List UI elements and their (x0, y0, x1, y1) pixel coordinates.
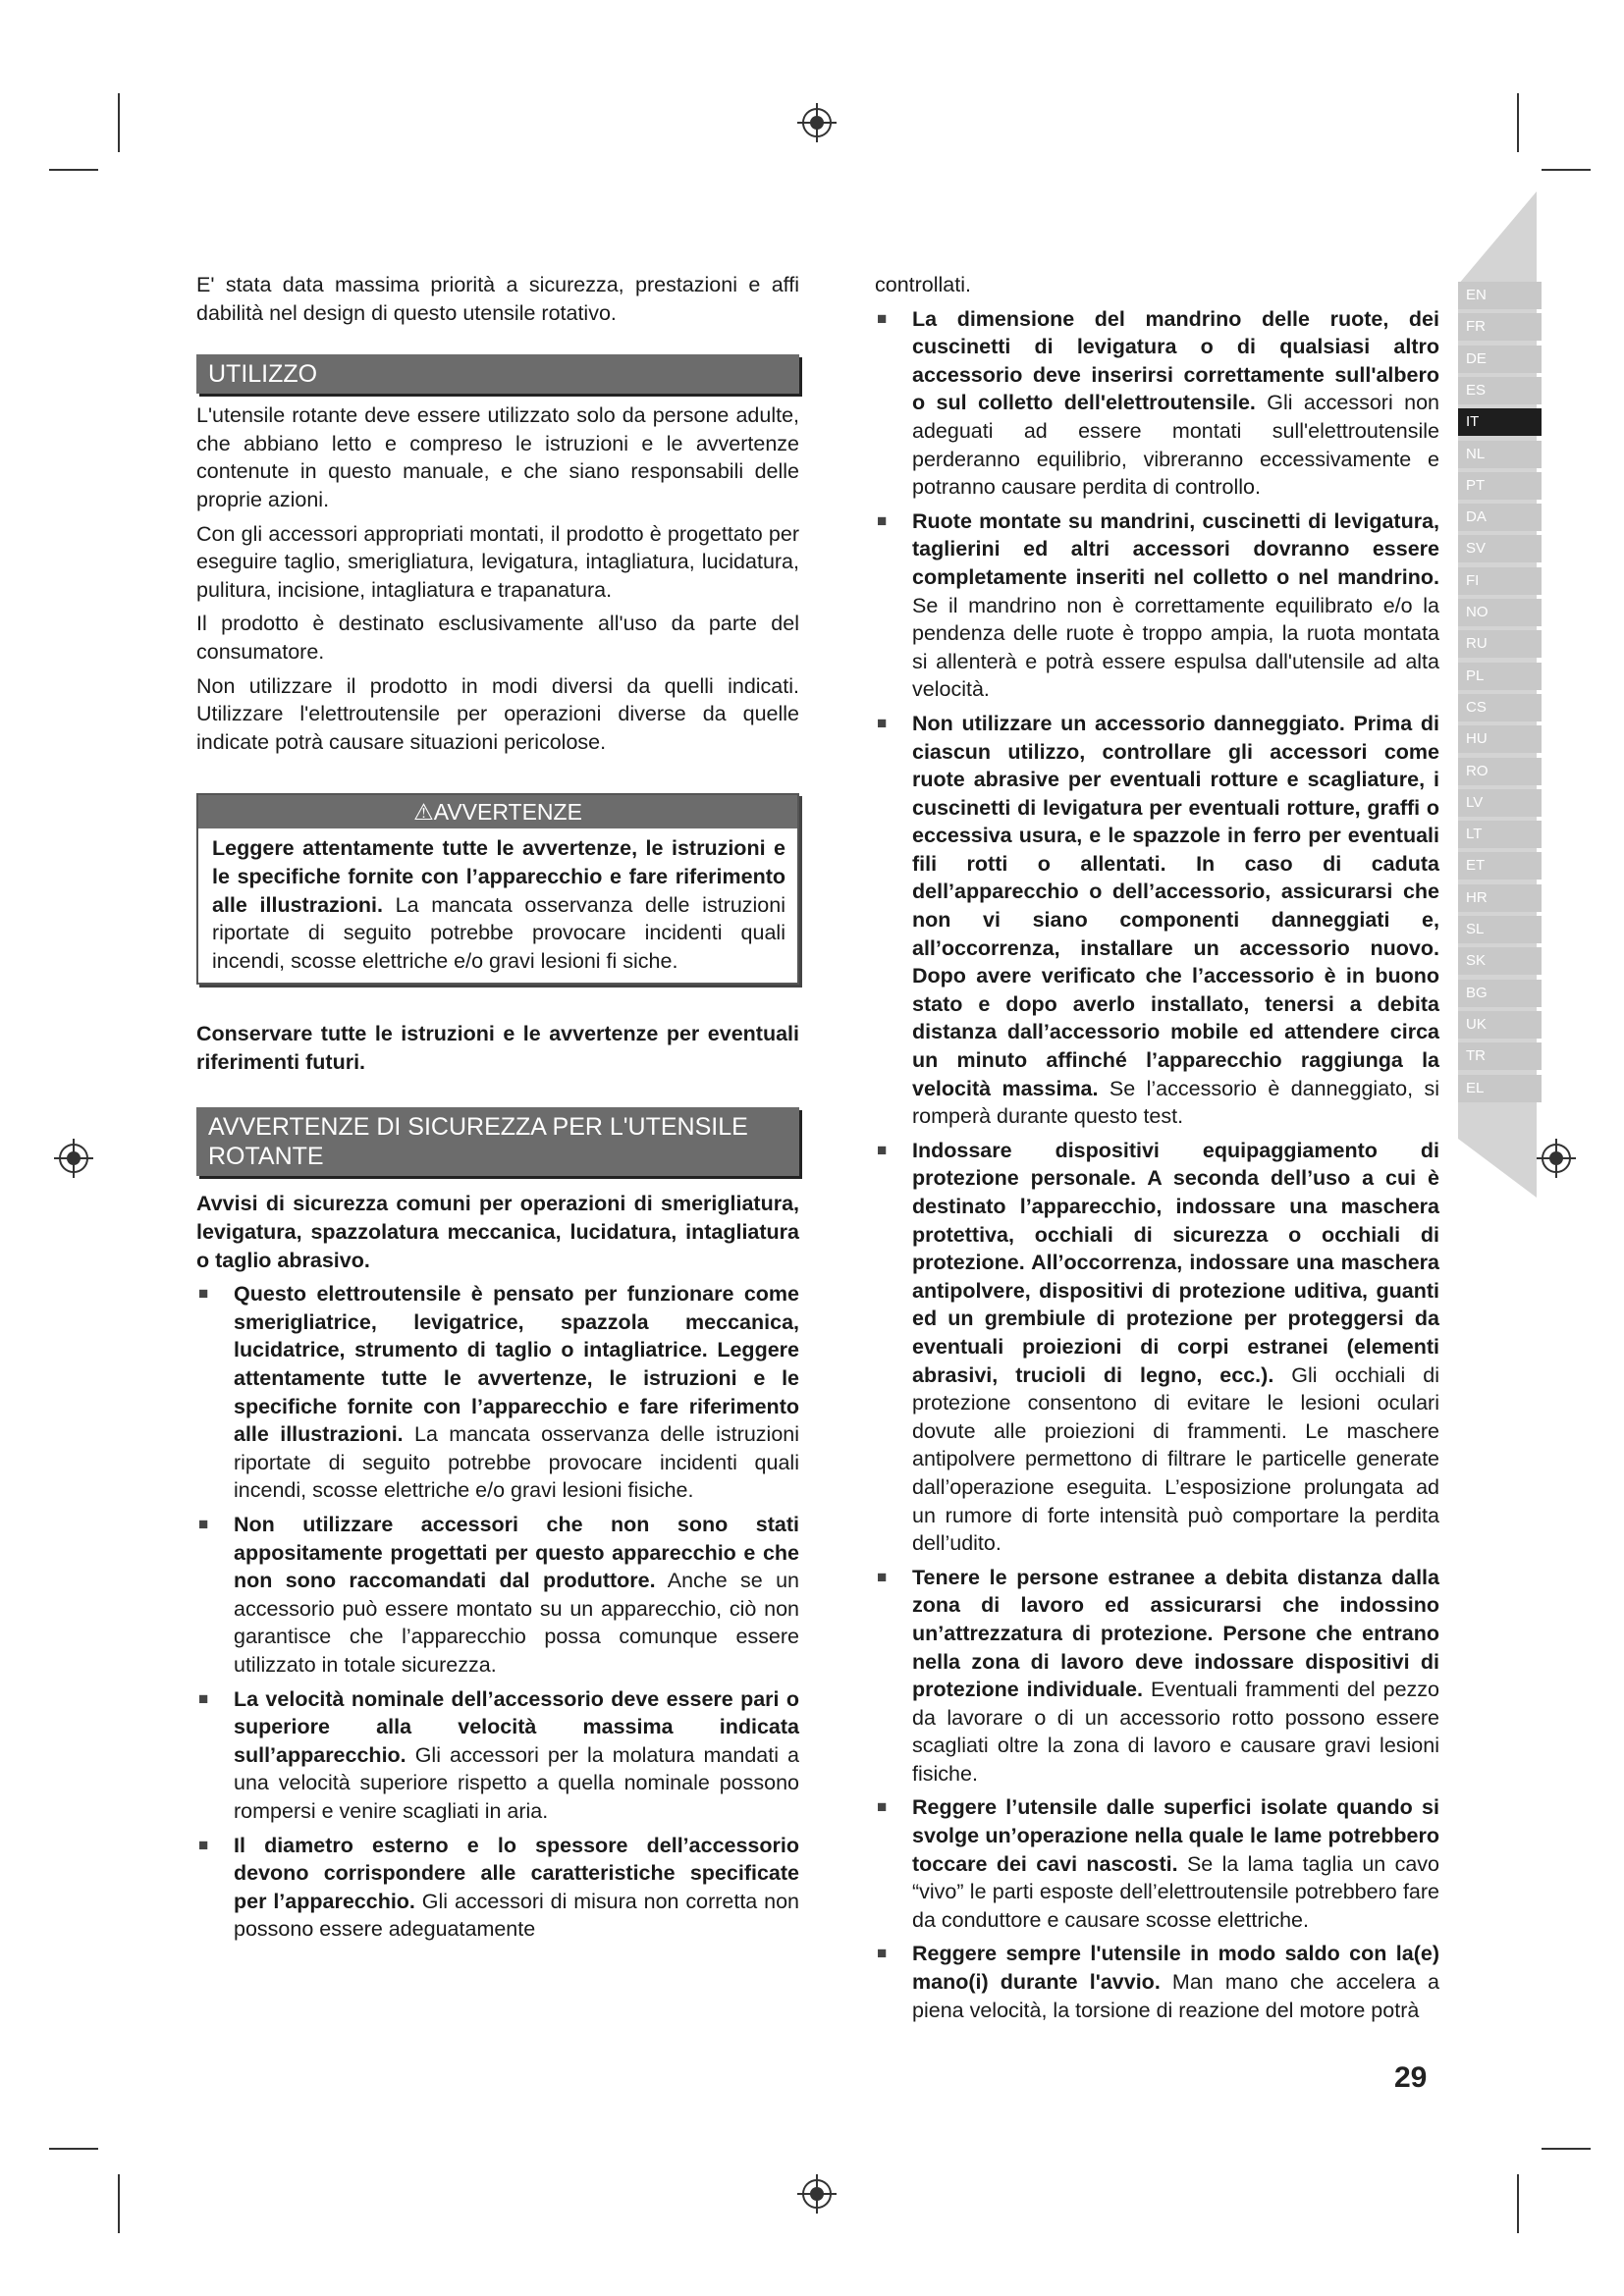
warning-title-bar (198, 795, 797, 828)
crop-mark-top-right-horizontal (1542, 169, 1591, 171)
bullet-item (196, 1685, 799, 1826)
language-tab-fi: FI (1458, 567, 1542, 595)
registration-mark-icon (1537, 1139, 1576, 1178)
bullet-item (875, 305, 1439, 502)
bullet-text: Gli accessori per la molatura mandati a una velocità superiore rispetto a quella nominale possono rompersi e venire scagliati in aria. (234, 1742, 799, 1823)
crop-mark-bottom-right-horizontal (1542, 2148, 1591, 2150)
bullet-bold-text: Ruote montate su mandrini, cuscinetti di levigatura, taglierini ed altri accessori dovranno essere completamente inseriti nel colletto o nel mandrino. (912, 508, 1439, 589)
left-column (196, 271, 799, 1949)
warning-text: La mancata osservanza delle istruzioni riportate di seguito potrebbe provocare incidenti quali incendi, scosse elettriche e/o gravi lesioni fi siche. (212, 892, 786, 973)
bullet-text: Se il mandrino non è correttamente equilibrato e/o la pendenza delle ruote è troppo ampia, la ruota montata si allenterà e potrà essere espulsa dall'utensile ad alta velocità. (912, 593, 1439, 702)
bullet-bold-text: Reggere l’utensile dalle superfici isolate quando si svolge un’operazione nella quale le lame potrebbero toccare dei cavi nascosti. (912, 1795, 1439, 1876)
square-bullet-icon: ■ (198, 1284, 209, 1304)
crop-mark-top-left-vertical (118, 93, 120, 152)
language-tab-en: EN (1458, 282, 1542, 309)
bullet-item (196, 1511, 799, 1680)
utilizzo-paragraph-4: Non utilizzare il prodotto in modi diversi da quelli indicati. Utilizzare l'elettroutensile per operazioni diverse da quelle indicate potrà causare situazioni pericolose. (196, 673, 799, 754)
language-tab-bg: BG (1458, 980, 1542, 1007)
bullet-text: Gli accessori non adeguati ad essere montati sull'elettroutensile perderanno equilibrio, vibreranno eccessivamente e potranno causare perdita di controllo. (912, 391, 1439, 500)
language-tab-uk: UK (1458, 1011, 1542, 1039)
bullet-text: Gli occhiali di protezione consentono di evitare le lesioni oculari dovute alle proiezioni di frammenti. Le maschere antipolvere permettono di filtrare le particelle generate dall’operazione eseguita. L’esposizione prolungata ad un rumore di forte intensità può comportare la perdita dell’udito. (912, 1362, 1439, 1556)
language-tab-ro: RO (1458, 758, 1542, 785)
utilizzo-paragraph-3: Il prodotto è destinato esclusivamente all'uso da parte del consumatore. (196, 612, 799, 664)
warning-box (196, 793, 799, 985)
safety-subheading: Avvisi di sicurezza comuni per operazioni di smerigliatura, levigatura, spazzolatura meccanica, lucidatura, intagliatura o taglio abrasivo. (196, 1192, 799, 1272)
page-number: 29 (1394, 2061, 1428, 2094)
language-tab-no: NO (1458, 599, 1542, 626)
bullet-item (875, 1564, 1439, 1789)
language-tab-fr: FR (1458, 313, 1542, 341)
bullet-item (875, 710, 1439, 1131)
language-tab-it: IT (1458, 408, 1542, 436)
language-tab-hu: HU (1458, 725, 1542, 753)
language-tab-es: ES (1458, 377, 1542, 404)
square-bullet-icon: ■ (198, 1688, 209, 1708)
continuation-text: controllati. (875, 273, 971, 296)
square-bullet-icon: ■ (877, 1944, 888, 1963)
right-column (875, 271, 1439, 2030)
language-tab-de: DE (1458, 346, 1542, 373)
bullet-item (875, 507, 1439, 704)
crop-mark-bottom-left-horizontal (49, 2148, 98, 2150)
bullet-text: Anche se un accessorio può essere montato su un apparecchio, ciò non garantisce che l’apparecchio possa comunque essere utilizzato in totale sicurezza. (234, 1569, 799, 1677)
crop-mark-bottom-left-vertical (118, 2174, 120, 2233)
language-tab-cs: CS (1458, 694, 1542, 721)
bullet-bold-text: Reggere sempre l'utensile in modo saldo con la(e) mano(i) durante l'avvio. (912, 1942, 1439, 1995)
utilizzo-paragraph-2: Con gli accessori appropriati montati, il prodotto è progettato per eseguire taglio, smerigliatura, levigatura, intagliatura, lucidatura, pulitura, incisione, intagliatura e trapanatura. (196, 521, 799, 602)
warning-title: AVVERTENZE (433, 799, 582, 826)
left-bullet-list (196, 1280, 799, 1944)
bullet-text: Man mano che accelera a piena velocità, la torsione di reazione del motore potrà (912, 1970, 1439, 2022)
square-bullet-icon: ■ (198, 1515, 209, 1533)
bullet-text: Eventuali frammenti del pezzo da lavorare o di un accessorio rotto possono essere scagliati oltre la zona di lavoro e causare gravi lesioni fisiche. (912, 1678, 1439, 1786)
utilizzo-paragraph-1: L'utensile rotante deve essere utilizzato solo da persone adulte, che abbiano letto e compreso le istruzioni e le avvertenze contenute in questo manuale, e che siano responsabili delle proprie azioni. (196, 403, 799, 511)
intro-text: E' stata data massima priorità a sicurezza, prestazioni e affi dabilità nel design di questo utensile rotativo. (196, 273, 799, 325)
square-bullet-icon: ■ (877, 1797, 888, 1817)
bullet-bold-text: Il diametro esterno e lo spessore dell’accessorio devono corrispondere alle caratteristiche specificate per l’apparecchio. (234, 1833, 799, 1913)
bullet-item (875, 1940, 1439, 2024)
bullet-item (196, 1832, 799, 1944)
crop-mark-top-right-vertical (1517, 93, 1519, 152)
right-bullet-list (875, 305, 1439, 2025)
crop-mark-bottom-right-vertical (1517, 2174, 1519, 2233)
language-tab-pl: PL (1458, 663, 1542, 690)
bullet-text: Se l’accessorio è danneggiato, si romperà durante questo test. (912, 1076, 1439, 1129)
bullet-item (196, 1280, 799, 1505)
language-tab-tr: TR (1458, 1042, 1542, 1070)
bullet-item (875, 1137, 1439, 1558)
bullet-bold-text: Non utilizzare un accessorio danneggiato. Prima di ciascun utilizzo, controllare gli accessori come ruote abrasive per eventuali rotture e scagliature, i cuscinetti di levigatura per eventuali rotture, graffi o eccessiva usura, e le spazzole in ferro per eventuali fili rotti o allentati. In caso di caduta dell’apparecchio o dell’accessorio, assicurarsi che non vi siano componenti danneggiati e, all’occorrenza, installare un accessorio nuovo. Dopo avere verificato che l’accessorio è in buono stato e dopo averlo installato, tenersi a debita distanza dall’accessorio mobile ed attendere circa un minuto affinché l’apparecchio raggiunga la velocità massima. (912, 711, 1439, 1100)
warning-body (198, 828, 797, 983)
language-tab-ru: RU (1458, 630, 1542, 658)
square-bullet-icon: ■ (877, 1140, 888, 1159)
bullet-text: Se la lama taglia un cavo “vivo” le parti esposte dell’elettroutensile potrebbero fare da conduttore e causare scosse elettriche. (912, 1851, 1439, 1932)
safety-heading: AVVERTENZE DI SICUREZZA PER L'UTENSILE ROTANTE (196, 1107, 799, 1176)
square-bullet-icon: ■ (877, 510, 888, 530)
bullet-bold-text: La velocità nominale dell’accessorio deve essere pari o superiore alla velocità massima indicata sull’apparecchio. (234, 1686, 799, 1767)
bullet-bold-text: Indossare dispositivi equipaggiamento di protezione personale. A seconda dell’uso a cui è destinato l’apparecchio, indossare una maschera protettiva, occhiali di sicurezza o occhiali di protezione. All’occorrenza, indossare una maschera antipolvere, dispositivi di protezione uditiva, guanti ed un grembiule di protezione per proteggersi da eventuali proiezioni di corpi estranei (elementi abrasivi, trucioli di legno, ecc.). (912, 1138, 1439, 1387)
square-bullet-icon: ■ (877, 713, 888, 732)
utilizzo-heading: UTILIZZO (196, 354, 799, 394)
language-tab-sk: SK (1458, 947, 1542, 975)
bullet-item (875, 1793, 1439, 1934)
bullet-text: La mancata osservanza delle istruzioni riportate di seguito potrebbe provocare incidenti quali incendi, scosse elettriche e/o gravi lesioni fisiche. (234, 1422, 800, 1503)
square-bullet-icon: ■ (877, 1567, 888, 1586)
language-tab-nl: NL (1458, 441, 1542, 468)
language-tab-pt: PT (1458, 472, 1542, 500)
language-tab-lv: LV (1458, 789, 1542, 817)
keep-instructions-text: Conservare tutte le istruzioni e le avvertenze per eventuali riferimenti futuri. (196, 1022, 799, 1074)
bullet-bold-text: Questo elettroutensile è pensato per funzionare come smerigliatrice, levigatrice, spazzola meccanica, lucidatrice, strumento di taglio o intagliatrice. Leggere attentamente tutte le avvertenze, le istruzioni e le specifiche fornite con l’apparecchio e fare riferimento alle illustrazioni. (234, 1282, 799, 1447)
language-tab-sv: SV (1458, 535, 1542, 562)
language-tab-da: DA (1458, 504, 1542, 531)
bullet-bold-text: Non utilizzare accessori che non sono stati appositamente progettati per questo apparecchio e che non sono raccomandati dal produttore. (234, 1513, 799, 1593)
bullet-bold-text: Tenere le persone estranee a debita distanza dalla zona di lavoro ed assicurarsi che indossino un’attrezzatura di protezione. Persone che entrano nella zona di lavoro deve indossare dispositivi di protezione individuale. (912, 1565, 1439, 1702)
language-tab-et: ET (1458, 852, 1542, 880)
bullet-text: Gli accessori di misura non corretta non possono essere adeguatamente (234, 1889, 799, 1942)
registration-mark-icon (797, 103, 837, 142)
registration-mark-icon (797, 2174, 837, 2214)
language-tab-lt: LT (1458, 821, 1542, 848)
language-tab-hr: HR (1458, 884, 1542, 912)
crop-mark-top-left-horizontal (49, 169, 98, 171)
language-tab-el: EL (1458, 1075, 1542, 1102)
registration-mark-icon (54, 1139, 93, 1178)
square-bullet-icon: ■ (877, 308, 888, 328)
bullet-bold-text: La dimensione del mandrino delle ruote, dei cuscinetti di levigatura o di qualsiasi altro accessorio deve inserirsi correttamente sull'albero o sul colletto dell'elettroutensile. (912, 306, 1439, 415)
language-tab-sl: SL (1458, 916, 1542, 943)
square-bullet-icon: ■ (198, 1835, 209, 1854)
warning-triangle-icon: ⚠ (413, 799, 434, 826)
warning-bold-text: Leggere attentamente tutte le avvertenze, le istruzioni e le specifiche fornite con l’apparecchio e fare riferimento alle illustrazioni. (212, 836, 785, 917)
